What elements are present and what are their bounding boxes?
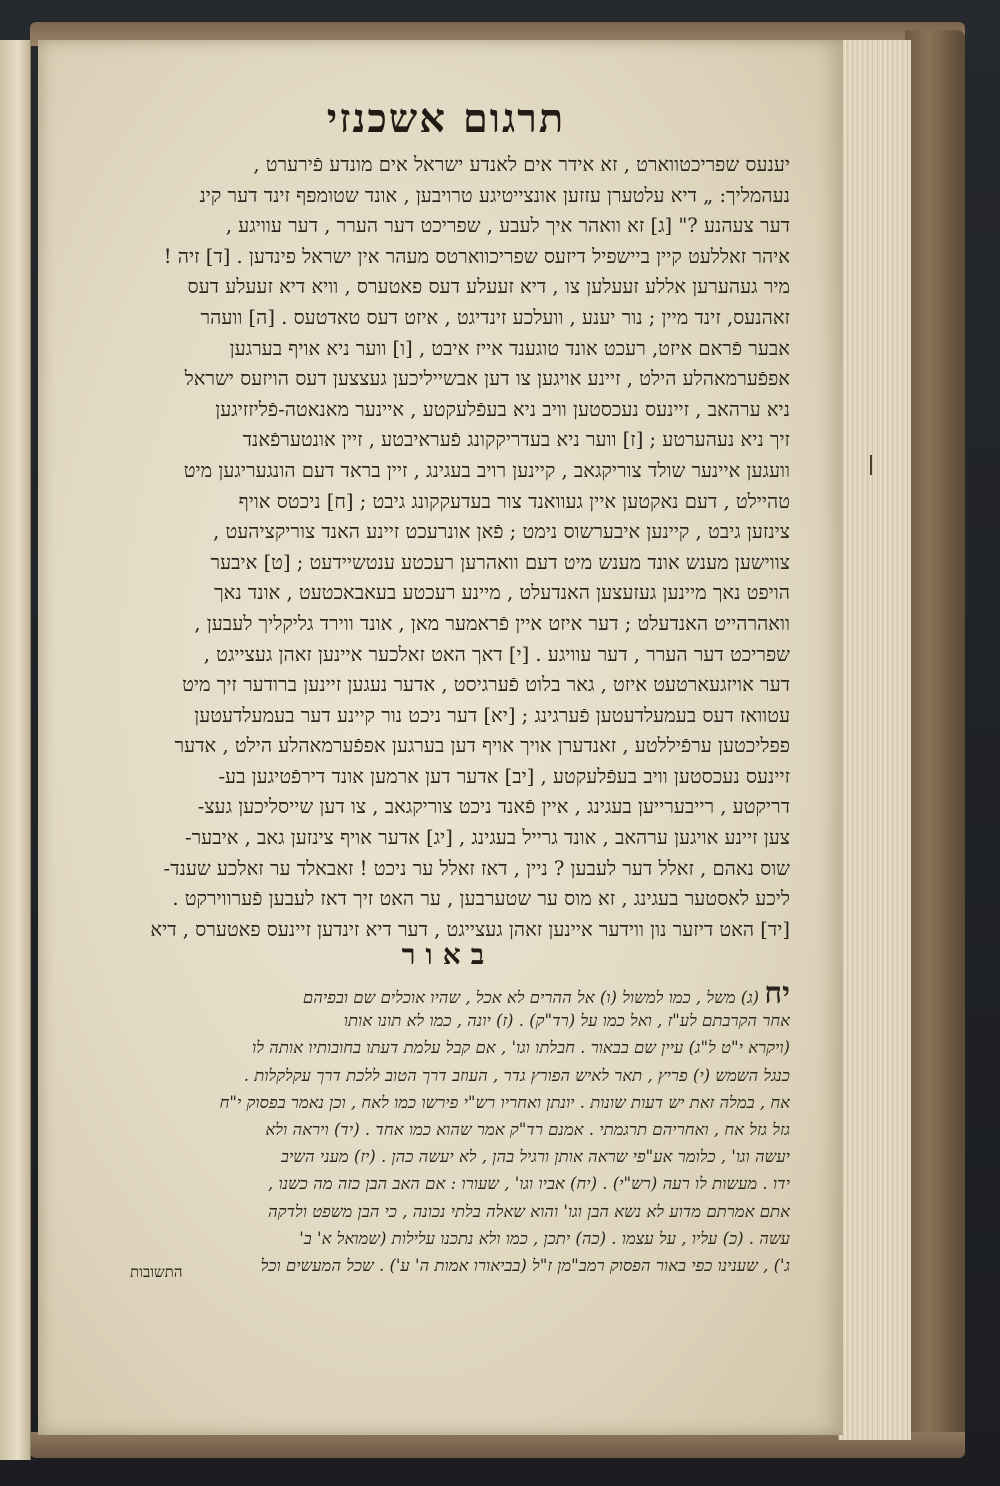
- running-title: תרגום אשכנזי: [326, 95, 566, 142]
- main-text-line: צען זיינע אויגען ערהאב , אונד גרייל בעגינג , [יג] אדער אויף צינזען גאב , איבער-: [185, 826, 790, 850]
- main-text-line: וועגען איינער שולד צוריקגאב , קיינען רויב בעגינג , זיין בראד דעם הונגעריגען מיט: [183, 458, 790, 482]
- catchword: התשובות: [130, 1263, 183, 1281]
- main-text-line: ניא ערהאב , זיינעס נעכסטען וויב ניא בעפֿלעקטע , איינער מאנאטה-פֿליזזיגען: [215, 397, 790, 421]
- main-text-line: מיר געהערען אללע זעעלען צו , דיא זעעלע דעס פאטערס , וויא דיא זעעלע דעס: [187, 275, 790, 299]
- main-text-line: איהר זאללעט קיין ביישפיל דיזעס שפריכווארטס מעהר אין ישראל פינדען . [ד] זיה !: [163, 244, 790, 268]
- main-text-line: וואהרהייט האנדעלט ; דער איזט איין פֿראמער מאן , אונד ווירד גליקליך לעבען ,: [194, 611, 790, 635]
- main-text-line: דריקטע , רייבערייען בעגינג , איין פֿאנד ניכט צוריקגאב , צו דען שייסליכען געצ-: [197, 795, 790, 819]
- main-text-line: דער צעהנע ?" [ג] זא וואהר איך לעבע , שפריכט דער הערר , דער עוויגע ,: [225, 214, 790, 238]
- commentary-line: [56, 980, 790, 1007]
- main-text-line: אפפֿערמאהלע הילט , זיינע אויגען צו דען אבשייליכען געצצען דעס הויזעס ישראל: [184, 367, 790, 391]
- book-cover-right: [905, 30, 965, 1450]
- margin-mark: [870, 455, 872, 475]
- commentary-line: יעשה וגו' , כלומר אע"פי שראה אותן ורגיל בהן , לא יעשה כהן . (יז) מעני השיב: [281, 1147, 790, 1167]
- main-text-line: שפריכט דער הערר , דער עוויגע . [י] דאך האט זאלכער איינען זאהן געצייגט ,: [203, 642, 790, 666]
- main-text-line: ליכע לאסטער בעגינג , זא מוס ער שטערבען , ער האט זיך דאז לעבען פֿערווירקט .: [172, 887, 790, 911]
- book-page: [38, 40, 843, 1435]
- main-text-line: צווישען מענש אונד מענש מיט דעם וואהרען רעכטע ענטשיידעט ; [ט] איבער: [210, 550, 790, 574]
- main-text-line: דער אויזגעארטעט איזט , גאר בלוט פֿערגיסט , אדער נעגען זיינען ברודער זיך מיט: [182, 673, 790, 697]
- commentary-line-text: (ג) משל , כמו למשול (ו) אל ההרים לא אכל , שהיו אוכלים שם ובפיהם: [302, 988, 760, 1007]
- commentary-line: ג') , שענינו כפי באור הפסוק רמב"מן ז"ל (בביאורו אמות ה' ע') . שכל המעשים וכל: [260, 1255, 790, 1275]
- main-text: [68, 150, 790, 945]
- commentary-line: אחר הקרבתם לע"ז , ואל כמו על (רד"ק) . (ז) יונה , כמו לא תונו אותו: [343, 1011, 790, 1031]
- main-text-line: פפליכטען ערפֿיללטע , זאנדערן אויך אויף דען בערגען אפפֿערמאהלע הילט , אדער: [174, 734, 790, 758]
- book-cover-bottom: [30, 1432, 965, 1458]
- commentary-line: אתם אמרתם מדוע לא נשא הבן וגו' והוא שאלה בלתי נכונה , כי הבן משפט ולדקה: [268, 1201, 790, 1221]
- main-text-line: [יד] האט דיזער נון ווידער איינען זאהן געצייגט , דער דיא זינדען זיינעס פאטערס , דיא: [150, 917, 790, 941]
- commentary-heading: באור: [401, 938, 495, 971]
- main-text-line: עטוואז דעס בעמעלדעטען פֿערגינג ; [יא] דער ניכט נור קיינע דער בעמעלדעטען: [194, 703, 790, 727]
- page-stack-edges: [838, 40, 911, 1440]
- commentary-text: [56, 980, 790, 1279]
- main-text-line: צינזען גיבט , קיינען איבערשוס נימט ; פֿאן אונרעכט זיינע האנד צוריקציהעט ,: [213, 520, 790, 544]
- main-text-line: זיך ניא נעהערטע ; [ז] ווער ניא בעדריקקונג פֿעראיבטע , זיין אונטערפֿאנד: [242, 428, 790, 452]
- commentary-lemma: יח: [764, 980, 790, 1008]
- main-text-line: הויפט נאך מיינען געזעצען האנדעלט , מיינע רעכטע בעאבאכטעט , אונד נאך: [214, 581, 790, 605]
- main-text-line: זיינעס נעכסטען וויב בעפֿלעקטע , [יב] אדער דען ארמען אונד דירפֿטיגען בע-: [218, 764, 790, 788]
- main-text-line: נעהמליך: „ דיא עלטערן עזזען אונצייטיגע טרויבען , אונד שטומפף זינד דער קינ: [199, 183, 790, 207]
- commentary-line: אח , במלה זאת יש דעות שונות . יונתן ואחריו רש"י פירשו כמו לאח , וכן נאמר בפסוק י"ח: [219, 1092, 790, 1112]
- facing-page-edge: [0, 40, 31, 1460]
- main-text-line: יענעס שפריכטווארט , זא אידר אים לאנדע ישראל אים מונדע פֿירערט ,: [253, 153, 790, 176]
- main-text-line: שוס נאהם , זאלל דער לעבען ? ניין , דאז זאלל ער ניכט ! זאבאלד ער זאלכע שענד-: [163, 856, 790, 880]
- main-text-line: טהיילט , דעם נאקטען איין געוואנד צור בעדעקקונג גיבט ; [ח] ניכטס אויף: [238, 489, 790, 513]
- commentary-line: עשה . (כ) עליו , על עצמו . (כה) יתכן , כמו ולא נתכנו עלילות (שמואל א' ב': [299, 1228, 790, 1248]
- commentary-line: (ויקרא י"ט ל"ג) עיין שם בבאור . חבלתו וגו' , אם קבל עלמת דעתו בחובותיו אותה לו: [251, 1038, 790, 1058]
- commentary-line: ידו . מעשות לו רעה (רש"י) . (יח) אביו וגו' , שעורו : אם האב הבן כזה מה כשנו ,: [268, 1174, 790, 1194]
- commentary-line: כנגל השמש (י) פריץ , תאר לאיש הפורץ גדר , העוזב דרך הטוב ללכת דרך עקלקלות .: [243, 1065, 790, 1085]
- main-text-line: זאהנעס, זינד מיין ; נור יענע , וועלכע זינדיגט , איזט דעס טאדטעס . [ה] וועהר: [200, 305, 790, 329]
- main-text-line: אבער פֿראם איזט, רעכט אונד טוגענד אייז איבט , [ו] ווער ניא אויף בערגען: [229, 336, 790, 360]
- commentary-line: גזל גזל אח , ואחריהם תרגמתי . אמנם רד"ק אמר שהוא כמו אחד . (יד) ויראה ולא: [265, 1119, 790, 1139]
